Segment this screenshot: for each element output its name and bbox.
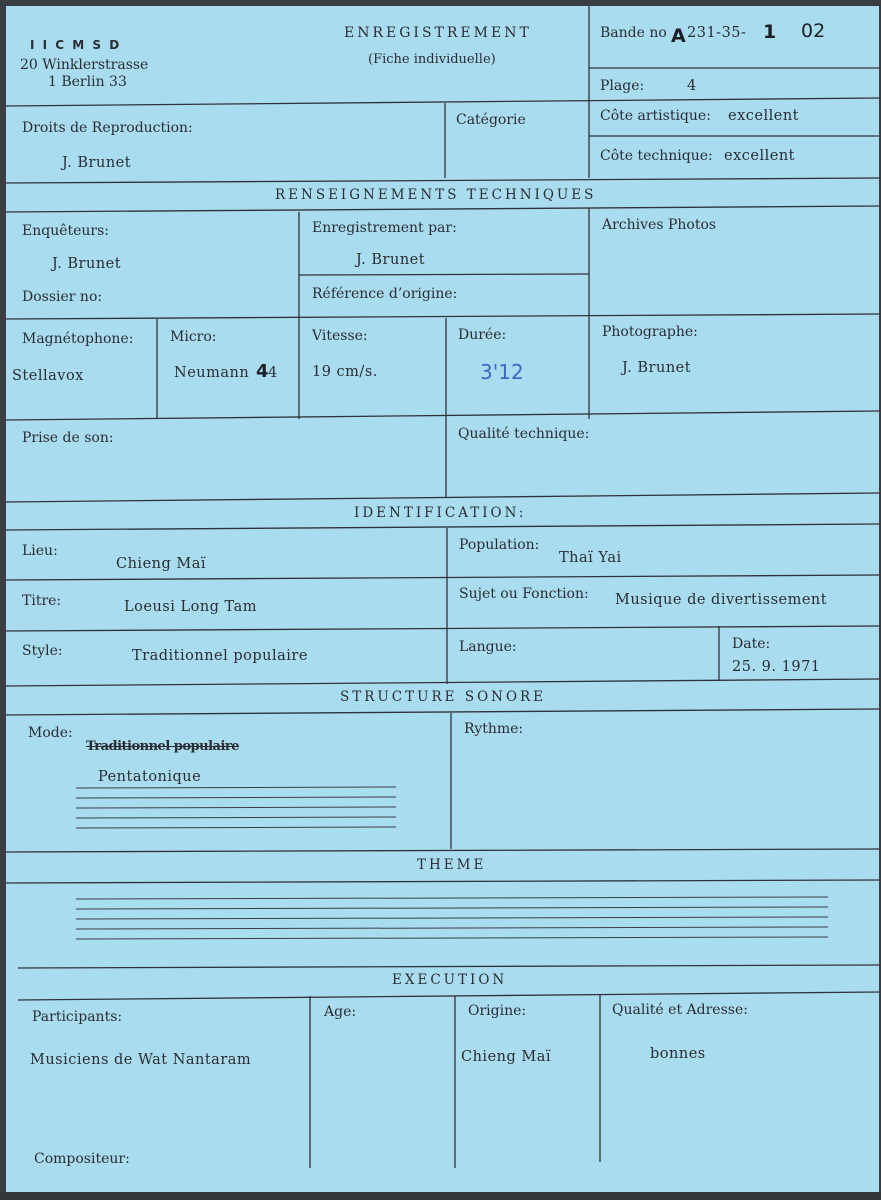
style-value: Traditionnel populaire: [132, 648, 308, 664]
mode-struck-text: Traditionnel populaire: [86, 739, 240, 754]
date-value: 25. 9. 1971: [732, 659, 821, 675]
origine-label: Origine:: [468, 1003, 527, 1019]
bande-hand-suffix: 02: [801, 20, 826, 42]
section-heading-technique: RENSEIGNEMENTS TECHNIQUES: [275, 187, 597, 203]
magnetophone-value: Stellavox: [12, 368, 84, 384]
cote-technique-label: Côte technique:: [600, 148, 713, 164]
lieu-value: Chieng Maï: [116, 556, 207, 572]
card-subtitle: (Fiche individuelle): [368, 52, 496, 67]
micro-value-end: 4: [268, 365, 278, 381]
enregistrement-label: Enregistrement par:: [312, 220, 457, 236]
section-heading-execution: EXECUTION: [392, 972, 508, 988]
prise-de-son-label: Prise de son:: [22, 430, 114, 446]
vitesse-label: Vitesse:: [312, 328, 368, 344]
lieu-label: Lieu:: [22, 543, 58, 559]
micro-label: Micro:: [170, 329, 217, 345]
titre-value: Loeusi Long Tam: [124, 599, 257, 615]
compositeur-label: Compositeur:: [34, 1151, 130, 1167]
population-label: Population:: [459, 537, 540, 553]
age-label: Age:: [324, 1004, 357, 1020]
cote-artistique-label: Côte artistique:: [600, 108, 711, 124]
sujet-label: Sujet ou Fonction:: [459, 586, 589, 602]
langue-label: Langue:: [459, 639, 517, 655]
cote-artistique-value: excellent: [728, 108, 799, 124]
origine-value: Chieng Maï: [461, 1049, 552, 1065]
mode-value: Pentatonique: [98, 769, 202, 785]
org-street: 20 Winklerstrasse: [20, 57, 149, 73]
rythme-label: Rythme:: [464, 721, 524, 737]
qualite-technique-label: Qualité technique:: [458, 426, 590, 442]
card-bottom-edge: [0, 1192, 881, 1200]
section-heading-identification: IDENTIFICATION:: [354, 505, 527, 521]
dossier-label: Dossier no:: [22, 289, 103, 305]
section-heading-theme: THEME: [417, 857, 487, 873]
vitesse-value: 19 cm/s.: [312, 364, 378, 380]
participants-label: Participants:: [32, 1009, 123, 1025]
org-city: 1 Berlin 33: [48, 74, 127, 90]
photographe-label: Photographe:: [602, 324, 698, 340]
style-label: Style:: [22, 643, 63, 659]
magnetophone-label: Magnétophone:: [22, 331, 134, 347]
date-label: Date:: [732, 636, 771, 652]
enregistrement-value: J. Brunet: [356, 252, 426, 268]
duree-label: Durée:: [458, 327, 507, 343]
bande-number: 231-35-: [687, 25, 747, 41]
plage-label: Plage:: [600, 78, 645, 94]
cote-technique-value: excellent: [724, 148, 795, 164]
titre-label: Titre:: [22, 593, 62, 609]
micro-value: Neumann: [174, 365, 250, 381]
archives-label: Archives Photos: [602, 217, 717, 233]
micro-hand-digit: 4: [256, 361, 269, 382]
plage-value: 4: [687, 78, 697, 94]
section-heading-structure: STRUCTURE SONORE: [340, 689, 547, 705]
droits-label: Droits de Reproduction:: [22, 120, 193, 136]
droits-value: J. Brunet: [62, 155, 132, 171]
reference-label: Référence d’origine:: [312, 286, 458, 302]
duree-value: 3'12: [480, 360, 524, 384]
categorie-label: Catégorie: [456, 112, 526, 128]
qualite-adresse-value: bonnes: [650, 1046, 706, 1062]
recording-card: [6, 6, 879, 1192]
mode-label: Mode:: [28, 725, 73, 741]
population-value: Thaï Yai: [559, 550, 622, 566]
photographe-value: J. Brunet: [622, 360, 692, 376]
sujet-value: Musique de divertissement: [615, 592, 828, 608]
enqueteurs-label: Enquêteurs:: [22, 223, 110, 239]
bande-label: Bande no: [600, 25, 667, 41]
bande-prefix: A: [671, 25, 686, 47]
qualite-adresse-label: Qualité et Adresse:: [612, 1002, 748, 1018]
enqueteurs-value: J. Brunet: [52, 256, 122, 272]
participants-value: Musiciens de Wat Nantaram: [30, 1052, 252, 1068]
bande-hand-digit: 1: [763, 21, 777, 43]
org-name: I I C M S D: [30, 38, 122, 52]
card-title: ENREGISTREMENT: [344, 25, 532, 41]
